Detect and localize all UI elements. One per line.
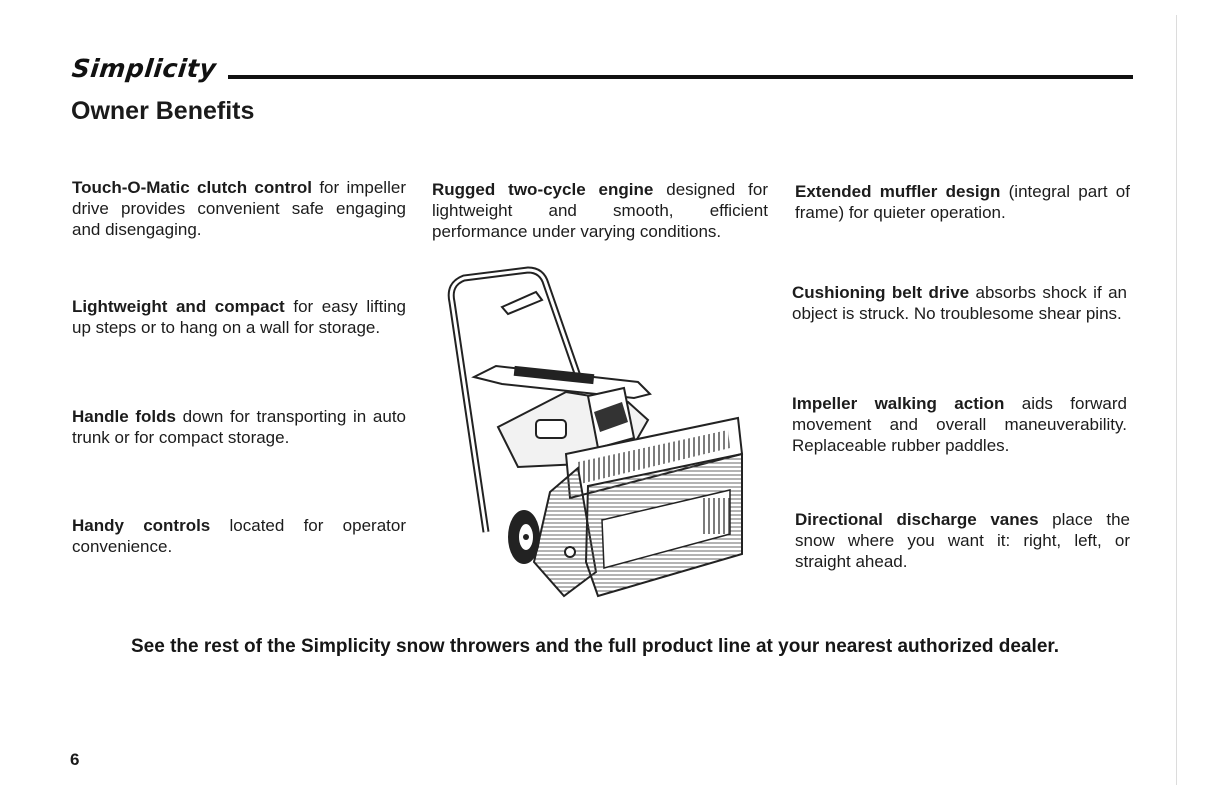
page-title: Owner Benefits xyxy=(71,97,255,125)
header-rule xyxy=(228,75,1133,79)
benefit-handy-controls xyxy=(72,515,406,557)
benefit-text: place the snow where you want it: right, left, or straight ahead. xyxy=(795,510,1130,571)
benefit-text: for impeller drive provides convenient safe engaging and disengaging. xyxy=(72,178,406,239)
dealer-note: See the rest of the Simplicity snow throwers and the full product line at your nearest authorized dealer. xyxy=(131,636,1060,657)
benefit-heading: Rugged two-cycle engine xyxy=(432,180,654,199)
benefit-muffler xyxy=(795,181,1130,223)
benefit-heading: Handle folds xyxy=(72,407,176,426)
benefit-engine xyxy=(432,179,768,242)
benefit-clutch-control xyxy=(72,177,406,240)
benefit-belt-drive xyxy=(792,282,1127,324)
benefit-heading: Extended muffler design xyxy=(795,182,1001,201)
benefit-text: for easy lifting up steps or to hang on a wall for storage. xyxy=(72,297,407,337)
benefit-lightweight xyxy=(72,296,406,338)
brand-logo: Simplicity xyxy=(70,54,218,83)
benefit-heading: Touch-O-Matic clutch control xyxy=(72,178,313,197)
benefit-text: absorbs shock if an object is struck. No troublesome shear pins. xyxy=(792,283,1127,323)
benefit-text: down for transporting in auto trunk or for compact storage. xyxy=(72,407,407,447)
benefit-handle-folds xyxy=(72,406,406,448)
benefit-heading: Cushioning belt drive xyxy=(792,283,970,302)
benefit-text: aids forward movement and overall maneuverability. Replaceable rubber paddles. xyxy=(792,394,1127,455)
benefit-text: (integral part of frame) for quieter operation. xyxy=(795,182,1130,222)
benefit-impeller xyxy=(792,393,1127,456)
benefit-heading: Lightweight and compact xyxy=(72,297,285,316)
benefit-discharge-vanes xyxy=(795,509,1130,572)
benefit-heading: Handy controls xyxy=(72,516,211,535)
benefit-heading: Impeller walking action xyxy=(792,394,1005,413)
page-edge-divider xyxy=(1176,15,1177,785)
snow-thrower-illustration xyxy=(438,262,750,598)
benefit-text: designed for lightweight and smooth, efficient performance under varying conditions. xyxy=(432,180,768,241)
page-number: 6 xyxy=(70,750,80,769)
benefit-text: located for operator convenience. xyxy=(72,516,406,556)
benefit-heading: Directional discharge vanes xyxy=(795,510,1039,529)
